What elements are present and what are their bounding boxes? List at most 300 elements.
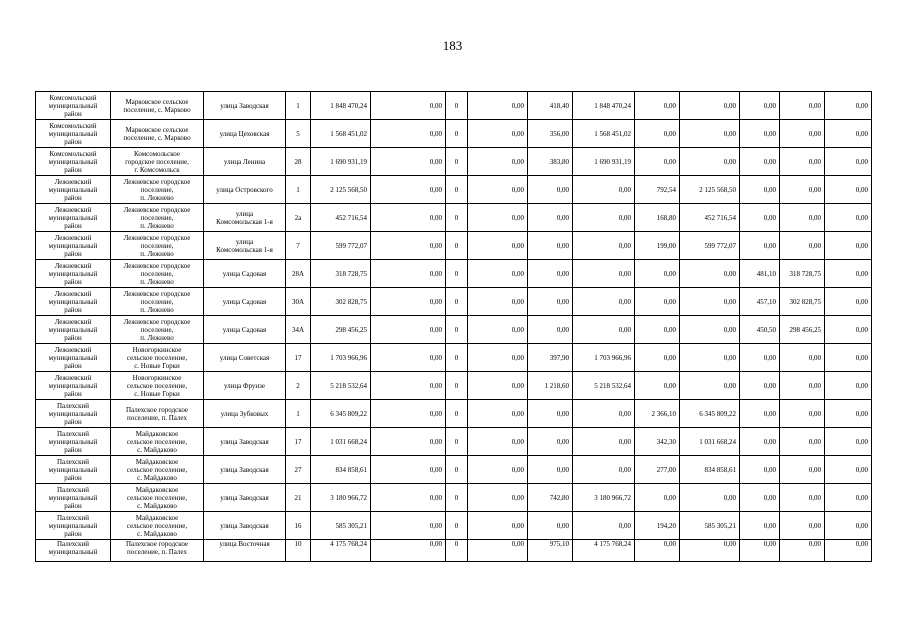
c3-cell: 0,00: [468, 344, 528, 372]
c7-cell: 0,00: [680, 288, 740, 316]
settlement-cell: [111, 176, 204, 204]
district-line: район: [64, 389, 82, 398]
c4-cell: 0,00: [528, 204, 573, 232]
c9-cell: 0,00: [780, 204, 825, 232]
settlement-line: поселение,: [140, 241, 174, 250]
settlement-line: Новогоркинское: [132, 373, 182, 382]
settlement-line: с. Новые Горки: [134, 389, 180, 398]
c10-cell: 0,00: [825, 344, 872, 372]
c3-cell: 0,00: [468, 92, 528, 120]
settlement-line: с. Майдаково: [137, 501, 177, 510]
district-cell: [36, 260, 111, 288]
settlement-line: Майдаковское: [135, 457, 179, 466]
c5-cell: 0,00: [573, 400, 635, 428]
street-cell: [204, 316, 286, 344]
c8-cell: 0,00: [740, 148, 780, 176]
district-line: Лежневский: [54, 345, 92, 354]
c10-cell: 0,00: [825, 484, 872, 512]
c9-cell: 0,00: [780, 484, 825, 512]
district-line: муниципальный: [48, 269, 98, 278]
c2-cell: 0: [446, 456, 468, 484]
c4-cell: 0,00: [528, 288, 573, 316]
district-cell: [36, 540, 111, 562]
table-row: [36, 512, 872, 540]
house-cell: 16: [286, 512, 311, 540]
settlement-line: Майдаковское: [135, 513, 179, 522]
street-cell: [204, 204, 286, 232]
c3-cell: 0,00: [468, 176, 528, 204]
c5-cell: 3 180 966,72: [573, 484, 635, 512]
settlement-line: п. Лежнево: [140, 277, 174, 286]
c7-cell: 0,00: [680, 120, 740, 148]
c6-cell: 342,30: [635, 428, 680, 456]
house-cell: 10: [286, 540, 311, 562]
district-line: Лежневский: [54, 233, 92, 242]
c10-cell: 0,00: [825, 204, 872, 232]
street-line: улица Садовая: [222, 269, 267, 278]
c2-cell: 0: [446, 232, 468, 260]
c3-cell: 0,00: [468, 484, 528, 512]
c3-cell: 0,00: [468, 232, 528, 260]
c1-cell: 0,00: [371, 456, 446, 484]
total-cell: 585 305,21: [311, 512, 371, 540]
c4-cell: 418,40: [528, 92, 573, 120]
c6-cell: 0,00: [635, 288, 680, 316]
total-cell: 599 772,07: [311, 232, 371, 260]
c4-cell: 0,00: [528, 176, 573, 204]
street-line: улица Ленина: [223, 157, 266, 166]
c8-cell: 0,00: [740, 484, 780, 512]
c4-cell: 0,00: [528, 428, 573, 456]
c9-cell: 0,00: [780, 372, 825, 400]
c8-cell: 481,10: [740, 260, 780, 288]
c5-cell: 1 848 470,24: [573, 92, 635, 120]
settlement-line: Лежневское городское: [123, 177, 191, 186]
total-cell: 318 728,75: [311, 260, 371, 288]
c3-cell: 0,00: [468, 512, 528, 540]
district-cell: [36, 372, 111, 400]
c9-cell: 0,00: [780, 148, 825, 176]
district-line: муниципальный: [48, 213, 98, 222]
c5-cell: 1 568 451,02: [573, 120, 635, 148]
c2-cell: 0: [446, 288, 468, 316]
district-cell: [36, 400, 111, 428]
c7-cell: 599 772,07: [680, 232, 740, 260]
c9-cell: 0,00: [780, 540, 825, 562]
street-line: улица Садовая: [222, 325, 267, 334]
c7-cell: 0,00: [680, 344, 740, 372]
district-line: Лежневский: [54, 261, 92, 270]
c6-cell: 0,00: [635, 540, 680, 562]
c2-cell: 0: [446, 400, 468, 428]
street-cell: [204, 484, 286, 512]
house-cell: 2а: [286, 204, 311, 232]
district-line: муниципальный: [48, 185, 98, 194]
street-line: Комсомольская 1-я: [216, 217, 273, 226]
settlement-cell: [111, 148, 204, 176]
street-line: улица Заводская: [220, 101, 269, 110]
settlement-cell: [111, 484, 204, 512]
district-cell: [36, 428, 111, 456]
c1-cell: 0,00: [371, 540, 446, 562]
c6-cell: 0,00: [635, 148, 680, 176]
c9-cell: 0,00: [780, 456, 825, 484]
c6-cell: 0,00: [635, 344, 680, 372]
street-line: улица Заводская: [220, 465, 269, 474]
c9-cell: 0,00: [780, 344, 825, 372]
c4-cell: 397,90: [528, 344, 573, 372]
street-line: улица Фрунзе: [223, 381, 266, 390]
settlement-cell: [111, 204, 204, 232]
settlement-cell: [111, 92, 204, 120]
settlement-line: с. Новые Горки: [134, 361, 180, 370]
settlement-cell: [111, 512, 204, 540]
total-cell: 1 703 966,96: [311, 344, 371, 372]
settlement-line: поселение,: [140, 269, 174, 278]
c10-cell: 0,00: [825, 456, 872, 484]
settlement-line: поселение,: [140, 297, 174, 306]
settlement-line: Лежневское городское: [123, 233, 191, 242]
settlement-cell: [111, 232, 204, 260]
c10-cell: 0,00: [825, 372, 872, 400]
c3-cell: 0,00: [468, 260, 528, 288]
street-cell: [204, 372, 286, 400]
c2-cell: 0: [446, 484, 468, 512]
c8-cell: 0,00: [740, 456, 780, 484]
total-cell: 298 456,25: [311, 316, 371, 344]
c8-cell: 0,00: [740, 428, 780, 456]
house-cell: 17: [286, 428, 311, 456]
district-line: муниципальный: [48, 157, 98, 166]
district-line: район: [64, 417, 82, 426]
c1-cell: 0,00: [371, 120, 446, 148]
c3-cell: 0,00: [468, 316, 528, 344]
district-line: Комсомольский: [49, 93, 97, 102]
settlement-line: г. Комсомольск: [134, 165, 180, 174]
settlement-line: поселение, п. Палех: [127, 413, 187, 422]
c5-cell: 1 703 966,96: [573, 344, 635, 372]
district-line: муниципальный: [48, 465, 98, 474]
housing-register-table: [35, 91, 872, 562]
total-cell: 6 345 809,22: [311, 400, 371, 428]
c4-cell: 975,10: [528, 540, 573, 562]
c1-cell: 0,00: [371, 372, 446, 400]
district-line: Лежневский: [54, 317, 92, 326]
settlement-line: Лежневское городское: [123, 317, 191, 326]
house-cell: 34А: [286, 316, 311, 344]
table-row: [36, 344, 872, 372]
street-line: улица: [235, 209, 254, 218]
settlement-line: Лежневское городское: [123, 205, 191, 214]
settlement-line: поселение,: [140, 325, 174, 334]
district-line: район: [64, 473, 82, 482]
settlement-line: Майдаковское: [135, 485, 179, 494]
house-cell: 30А: [286, 288, 311, 316]
district-line: район: [64, 193, 82, 202]
district-line: Палехский: [56, 513, 90, 522]
table-row: [36, 372, 872, 400]
c7-cell: 452 716,54: [680, 204, 740, 232]
street-cell: [204, 260, 286, 288]
c10-cell: 0,00: [825, 316, 872, 344]
district-line: район: [64, 529, 82, 538]
table-row: [36, 232, 872, 260]
settlement-line: сельское поселение,: [126, 521, 188, 530]
c7-cell: 0,00: [680, 484, 740, 512]
district-line: район: [64, 361, 82, 370]
c8-cell: 450,50: [740, 316, 780, 344]
c10-cell: 0,00: [825, 92, 872, 120]
c7-cell: 0,00: [680, 260, 740, 288]
street-line: улица Островского: [216, 185, 273, 194]
district-cell: [36, 288, 111, 316]
c4-cell: 0,00: [528, 316, 573, 344]
c5-cell: 0,00: [573, 176, 635, 204]
total-cell: 3 180 966,72: [311, 484, 371, 512]
district-line: Палехский: [56, 401, 90, 410]
c10-cell: 0,00: [825, 400, 872, 428]
street-line: улица Заводская: [220, 521, 269, 530]
settlement-line: сельское поселение,: [126, 381, 188, 390]
c10-cell: 0,00: [825, 540, 872, 562]
c9-cell: 318 728,75: [780, 260, 825, 288]
c5-cell: 0,00: [573, 204, 635, 232]
district-cell: [36, 204, 111, 232]
house-cell: 21: [286, 484, 311, 512]
settlement-cell: [111, 372, 204, 400]
c2-cell: 0: [446, 372, 468, 400]
c4-cell: 383,80: [528, 148, 573, 176]
settlement-line: п. Лежнево: [140, 249, 174, 258]
district-line: район: [64, 165, 82, 174]
street-cell: [204, 512, 286, 540]
total-cell: 2 125 568,50: [311, 176, 371, 204]
district-line: Комсомольский: [49, 149, 97, 158]
house-cell: 1: [286, 176, 311, 204]
c1-cell: 0,00: [371, 92, 446, 120]
c2-cell: 0: [446, 428, 468, 456]
c8-cell: 0,00: [740, 204, 780, 232]
c8-cell: 0,00: [740, 372, 780, 400]
street-cell: [204, 232, 286, 260]
district-line: район: [64, 109, 82, 118]
street-cell: [204, 148, 286, 176]
c1-cell: 0,00: [371, 148, 446, 176]
district-line: муниципальный: [48, 521, 98, 530]
house-cell: 5: [286, 120, 311, 148]
c10-cell: 0,00: [825, 260, 872, 288]
c2-cell: 0: [446, 120, 468, 148]
district-cell: [36, 232, 111, 260]
c9-cell: 0,00: [780, 176, 825, 204]
street-cell: [204, 428, 286, 456]
settlement-line: сельское поселение,: [126, 493, 188, 502]
house-cell: 7: [286, 232, 311, 260]
c4-cell: 0,00: [528, 260, 573, 288]
settlement-line: поселение, с. Марково: [123, 133, 191, 142]
c2-cell: 0: [446, 540, 468, 562]
street-line: улица Советская: [219, 353, 270, 362]
total-cell: 1 848 470,24: [311, 92, 371, 120]
table-row: [36, 120, 872, 148]
district-line: муниципальный: [48, 325, 98, 334]
settlement-line: с. Майдаково: [137, 473, 177, 482]
c4-cell: 1 218,60: [528, 372, 573, 400]
c5-cell: 5 218 532,64: [573, 372, 635, 400]
district-line: район: [64, 445, 82, 454]
table-row: [36, 92, 872, 120]
district-line: муниципальный: [48, 297, 98, 306]
house-cell: 1: [286, 92, 311, 120]
c1-cell: 0,00: [371, 204, 446, 232]
c8-cell: 0,00: [740, 540, 780, 562]
c1-cell: 0,00: [371, 512, 446, 540]
street-cell: [204, 400, 286, 428]
street-cell: [204, 288, 286, 316]
c9-cell: 0,00: [780, 400, 825, 428]
district-line: Палехский: [56, 457, 90, 466]
district-line: Лежневский: [54, 205, 92, 214]
c1-cell: 0,00: [371, 428, 446, 456]
c6-cell: 194,20: [635, 512, 680, 540]
c10-cell: 0,00: [825, 288, 872, 316]
table-row: [36, 260, 872, 288]
c5-cell: 0,00: [573, 232, 635, 260]
c7-cell: 0,00: [680, 372, 740, 400]
c8-cell: 0,00: [740, 344, 780, 372]
c6-cell: 168,80: [635, 204, 680, 232]
c6-cell: 0,00: [635, 120, 680, 148]
c8-cell: 457,10: [740, 288, 780, 316]
c4-cell: 0,00: [528, 232, 573, 260]
c6-cell: 199,00: [635, 232, 680, 260]
c1-cell: 0,00: [371, 316, 446, 344]
c7-cell: 834 858,61: [680, 456, 740, 484]
settlement-cell: [111, 316, 204, 344]
district-line: муниципальный: [48, 129, 98, 138]
c5-cell: 4 175 768,24: [573, 540, 635, 562]
total-cell: 302 828,75: [311, 288, 371, 316]
c4-cell: 0,00: [528, 456, 573, 484]
district-line: район: [64, 221, 82, 230]
c7-cell: 0,00: [680, 316, 740, 344]
district-line: муниципальный: [48, 241, 98, 250]
settlement-line: поселение, п. Палех: [127, 548, 187, 556]
c5-cell: 0,00: [573, 288, 635, 316]
district-cell: [36, 344, 111, 372]
c3-cell: 0,00: [468, 148, 528, 176]
c1-cell: 0,00: [371, 260, 446, 288]
c3-cell: 0,00: [468, 540, 528, 562]
settlement-line: с. Майдаково: [137, 445, 177, 454]
c6-cell: 0,00: [635, 372, 680, 400]
c6-cell: 277,00: [635, 456, 680, 484]
house-cell: 2: [286, 372, 311, 400]
c1-cell: 0,00: [371, 344, 446, 372]
c1-cell: 0,00: [371, 400, 446, 428]
street-line: улица Заводская: [220, 437, 269, 446]
c10-cell: 0,00: [825, 176, 872, 204]
district-cell: [36, 484, 111, 512]
c10-cell: 0,00: [825, 148, 872, 176]
c9-cell: 0,00: [780, 232, 825, 260]
c6-cell: 0,00: [635, 92, 680, 120]
settlement-cell: [111, 456, 204, 484]
c8-cell: 0,00: [740, 176, 780, 204]
c3-cell: 0,00: [468, 288, 528, 316]
c2-cell: 0: [446, 176, 468, 204]
c3-cell: 0,00: [468, 428, 528, 456]
district-line: Лежневский: [54, 177, 92, 186]
settlement-line: сельское поселение,: [126, 465, 188, 474]
district-cell: [36, 120, 111, 148]
settlement-cell: [111, 344, 204, 372]
c8-cell: 0,00: [740, 232, 780, 260]
table-row: [36, 400, 872, 428]
settlement-line: п. Лежнево: [140, 305, 174, 314]
settlement-cell: [111, 540, 204, 562]
c10-cell: 0,00: [825, 120, 872, 148]
house-cell: 28: [286, 148, 311, 176]
settlement-line: поселение,: [140, 213, 174, 222]
settlement-cell: [111, 288, 204, 316]
total-cell: 1 568 451,02: [311, 120, 371, 148]
c9-cell: 0,00: [780, 512, 825, 540]
table-row: [36, 428, 872, 456]
district-cell: [36, 92, 111, 120]
settlement-line: поселение,: [140, 185, 174, 194]
c9-cell: 298 456,25: [780, 316, 825, 344]
c6-cell: 0,00: [635, 484, 680, 512]
c7-cell: 0,00: [680, 148, 740, 176]
table-row: [36, 176, 872, 204]
c10-cell: 0,00: [825, 512, 872, 540]
street-line: улица Садовая: [222, 297, 267, 306]
c2-cell: 0: [446, 148, 468, 176]
district-line: Палехский: [56, 540, 90, 548]
total-cell: 4 175 768,24: [311, 540, 371, 562]
settlement-line: Палехское городское: [125, 405, 189, 414]
c8-cell: 0,00: [740, 400, 780, 428]
settlement-line: Марковское сельское: [125, 97, 189, 106]
c7-cell: 1 031 668,24: [680, 428, 740, 456]
table-row: [36, 316, 872, 344]
c2-cell: 0: [446, 316, 468, 344]
c5-cell: 0,00: [573, 512, 635, 540]
c7-cell: 6 345 809,22: [680, 400, 740, 428]
c2-cell: 0: [446, 512, 468, 540]
district-cell: [36, 176, 111, 204]
district-line: район: [64, 501, 82, 510]
table-row: [36, 456, 872, 484]
c4-cell: 742,80: [528, 484, 573, 512]
c2-cell: 0: [446, 204, 468, 232]
settlement-line: сельское поселение,: [126, 353, 188, 362]
c4-cell: 0,00: [528, 512, 573, 540]
house-cell: 1: [286, 400, 311, 428]
c1-cell: 0,00: [371, 484, 446, 512]
c7-cell: 0,00: [680, 92, 740, 120]
district-line: Комсомольский: [49, 121, 97, 130]
settlement-cell: [111, 400, 204, 428]
settlement-line: Палехское городское: [125, 540, 189, 548]
c2-cell: 0: [446, 260, 468, 288]
street-line: улица Заводская: [220, 493, 269, 502]
settlement-line: Новогоркинское: [132, 345, 182, 354]
street-cell: [204, 176, 286, 204]
c3-cell: 0,00: [468, 400, 528, 428]
settlement-line: Майдаковское: [135, 429, 179, 438]
